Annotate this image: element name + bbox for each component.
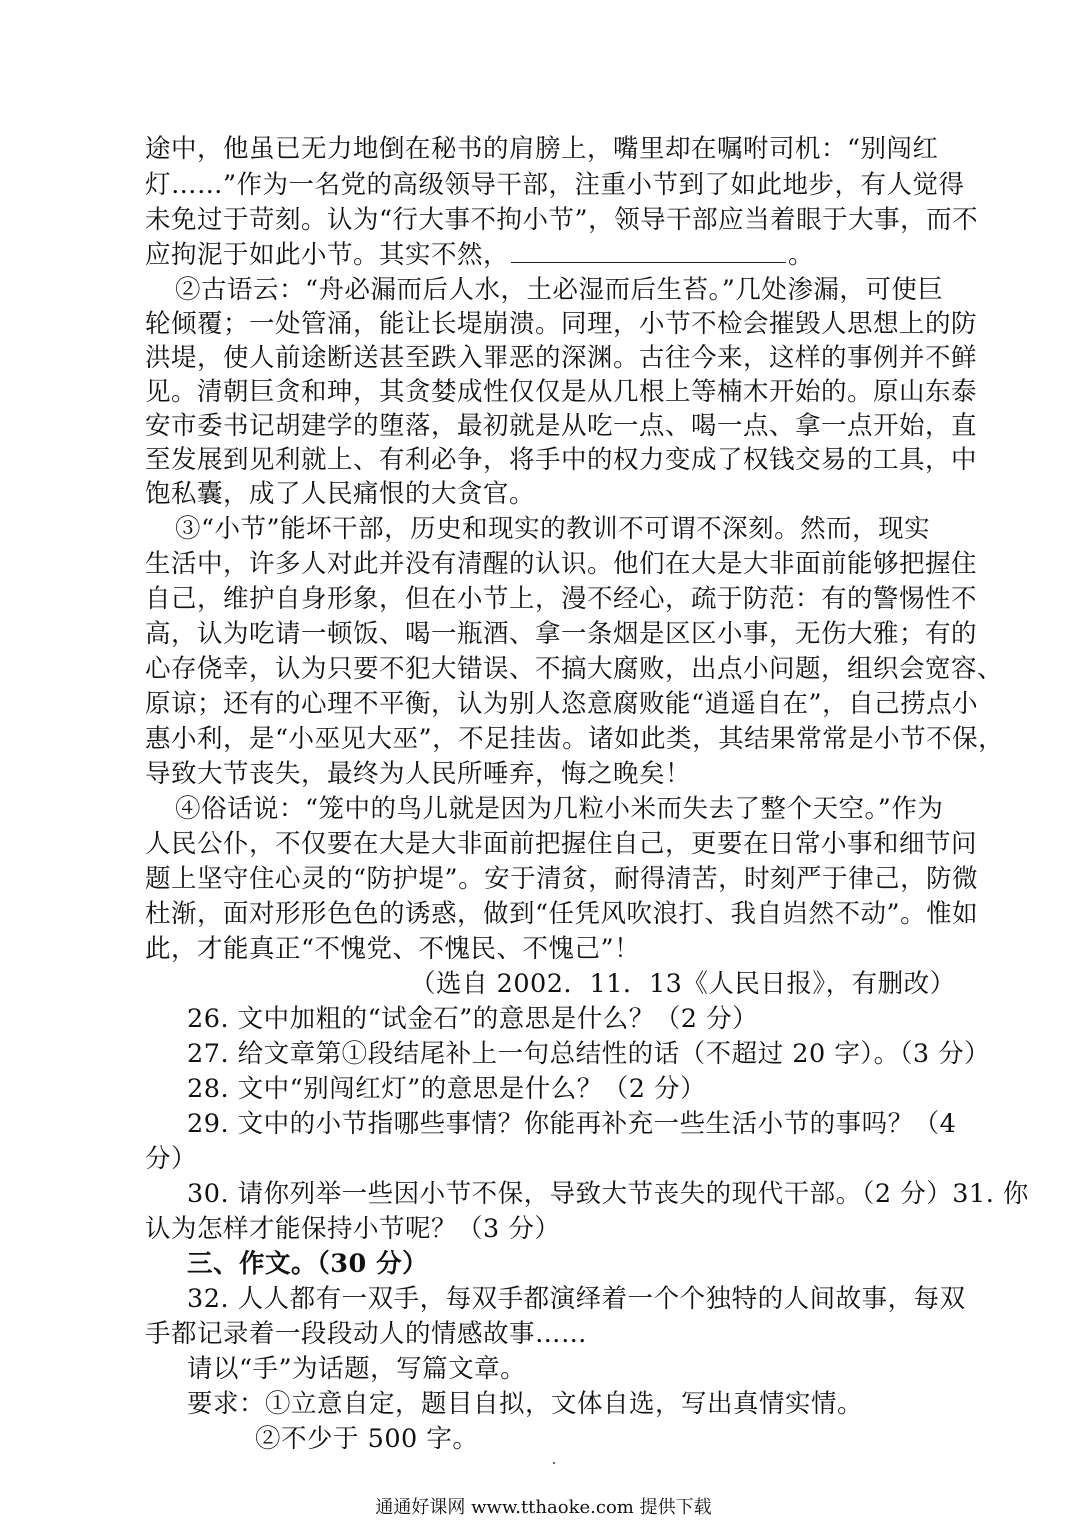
- text-line: 途中，他虽已无力地倒在秘书的肩膀上，嘴里却在嘱咐司机：“别闯红: [145, 134, 939, 164]
- text-segment: 应拘泥于如此小节。其实不然，: [145, 240, 510, 270]
- question-29-cont: 分）: [145, 1144, 198, 1174]
- text-line: 安市委书记胡建学的堕落，最初就是从吃一点、喝一点、拿一点开始，直: [145, 411, 978, 441]
- text-line: 生活中，许多人对此并没有清醒的认识。他们在大是大非面前能够把握住: [145, 549, 978, 579]
- text-segment: 。: [788, 240, 815, 270]
- question-32: 32. 人人都有一双手，每双手都演绎着一个个独特的人间故事，每双: [187, 1284, 966, 1314]
- text-line: 灯……”作为一名党的高级领导干部，注重小节到了如此地步，有人觉得: [145, 170, 965, 200]
- text-line: 原谅；还有的心理不平衡，认为别人恣意腐败能“逍遥自在”，自己捞点小: [145, 689, 979, 719]
- text-line: 轮倾覆；一处管涌，能让长堤崩溃。同理，小节不检会摧毁人思想上的防: [145, 309, 978, 339]
- section-heading: 三、作文。（30 分）: [187, 1249, 429, 1279]
- text-line: 高，认为吃请一顿饭、喝一瓶酒、拿一条烟是区区小事，无伤大雅；有的: [145, 619, 978, 649]
- text-line: ②古语云：“舟必漏而后人水，土必湿而后生苔。”几处渗漏，可使巨: [175, 275, 944, 305]
- question-30-31: 30. 请你列举一些因小节不保，导致大节丧失的现代干部。（2 分）31. 你: [187, 1179, 1029, 1209]
- text-line: 杜渐，面对形形色色的诱惑，做到“任凭风吹浪打、我自岿然不动”。惟如: [145, 899, 979, 929]
- text-line: 饱私囊，成了人民痛恨的大贪官。: [145, 479, 536, 509]
- text-line: 题上坚守住心灵的“防护堤”。安于清贫，耐得清苦，时刻严于律己，防微: [145, 864, 979, 894]
- page-footer: 通通好课网 www.tthaoke.com 提供下载: [375, 1497, 712, 1518]
- text-line: 此，才能真正“不愧党、不愧民、不愧己”！: [145, 934, 641, 964]
- requirement-1: 要求：①立意自定，题目自拟，文体自选，写出真情实情。: [187, 1389, 864, 1419]
- text-line: 心存侥幸，认为只要不犯大错误、不搞大腐败，出点小问题，组织会宽容、: [145, 654, 1004, 684]
- text-line: 至发展到见利就上、有利必争，将手中的权力变成了权钱交易的工具，中: [145, 445, 978, 475]
- text-line: ③“小节”能坏干部，历史和现实的教训不可谓不深刻。然而，现实: [175, 514, 931, 544]
- text-line: 未免过于苛刻。认为“行大事不拘小节”，领导干部应当着眼于大事，而不: [145, 205, 979, 235]
- answer-blank: [511, 242, 786, 263]
- speck: [553, 1462, 555, 1464]
- text-line: 导致大节丧失，最终为人民所唾弃，悔之晚矣！: [145, 759, 692, 789]
- text-line-with-blank: [145, 238, 945, 272]
- source-citation: （选自 2002．11．13《人民日报》，有删改）: [410, 969, 956, 999]
- text-line: 见。清朝巨贪和珅，其贪婪成性仅仅是从几根上等楠木开始的。原山东泰: [145, 377, 978, 407]
- question-32-cont: 手都记录着一段段动人的情感故事……: [145, 1319, 588, 1349]
- text-line: ④俗话说：“笼中的鸟儿就是因为几粒小米而失去了整个天空。”作为: [175, 794, 944, 824]
- text-line: 洪堤，使人前途断送甚至跌入罪恶的深渊。古往今来，这样的事例并不鲜: [145, 343, 978, 373]
- question-29: 29. 文中的小节指哪些事情？你能再补充一些生活小节的事吗？（4: [187, 1109, 957, 1139]
- text-line: 自己，维护自身形象，但在小节上，漫不经心，疏于防范：有的警惕性不: [145, 584, 978, 614]
- requirement-2: ②不少于 500 字。: [255, 1424, 479, 1454]
- question-27: 27. 给文章第①段结尾补上一句总结性的话（不超过 20 字）。（3 分）: [187, 1039, 991, 1069]
- text-line: 惠小利，是“小巫见大巫”，不足挂齿。诸如此类，其结果常常是小节不保，: [145, 724, 1005, 754]
- question-28: 28. 文中“别闯红灯”的意思是什么？（2 分）: [187, 1074, 707, 1104]
- text-line: 人民公仆，不仅要在大是大非面前把握住自己，更要在日常小事和细节问: [145, 829, 978, 859]
- writing-prompt: 请以“手”为话题，写篇文章。: [187, 1354, 527, 1384]
- question-31-cont: 认为怎样才能保持小节呢？（3 分）: [145, 1214, 561, 1244]
- question-26: 26. 文中加粗的“试金石”的意思是什么？（2 分）: [187, 1004, 759, 1034]
